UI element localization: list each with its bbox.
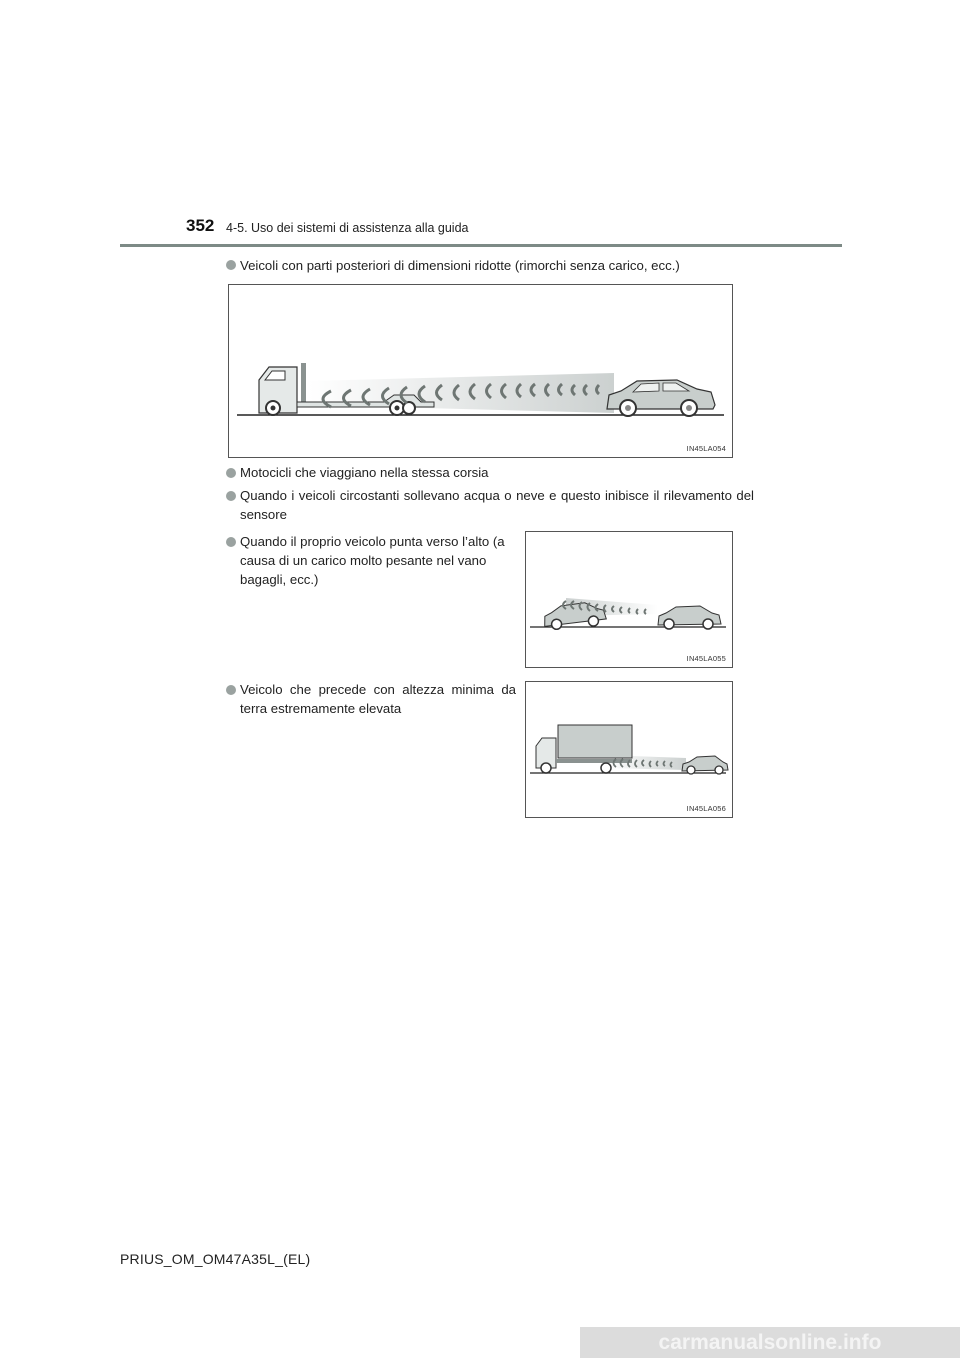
list-item-text: Veicolo che precede con altezza minima da terra estremamente elevata <box>240 682 516 716</box>
bullet-icon <box>226 685 236 695</box>
section-title: 4-5. Uso dei sistemi di assistenza alla guida <box>226 221 469 235</box>
figure-code: IN45LA055 <box>686 654 726 663</box>
bullet-icon <box>226 260 236 270</box>
list-item-text: Quando i veicoli circostanti sollevano acqua o neve e questo inibisce il rilevamento del sensore <box>240 488 754 522</box>
list-item-text: Motocicli che viaggiano nella stessa corsia <box>240 465 489 480</box>
figure-high-clearance <box>525 681 733 818</box>
list-item-text: Veicoli con parti posteriori di dimensioni ridotte (rimorchi senza carico, ecc.) <box>240 258 680 273</box>
bullet-icon <box>226 537 236 547</box>
list-item-text: Quando il proprio veicolo punta verso l’alto (a causa di un carico molto pesante nel vano bagagli, ecc.) <box>240 534 505 587</box>
header-divider <box>120 244 842 247</box>
figure-vehicle-tilted <box>525 531 733 668</box>
vehicle-tilted-illustration <box>526 532 732 667</box>
document-id: PRIUS_OM_OM47A35L_(EL) <box>120 1251 311 1267</box>
page-number: 352 <box>186 216 215 235</box>
bullet-icon <box>226 468 236 478</box>
high-clearance-illustration <box>526 682 732 817</box>
bullet-icon <box>226 491 236 501</box>
watermark: carmanualsonline.info <box>580 1327 960 1358</box>
figure-code: IN45LA056 <box>686 804 726 813</box>
trailer-detection-illustration <box>229 285 732 457</box>
figure-code: IN45LA054 <box>686 444 726 453</box>
figure-trailer <box>228 284 733 458</box>
